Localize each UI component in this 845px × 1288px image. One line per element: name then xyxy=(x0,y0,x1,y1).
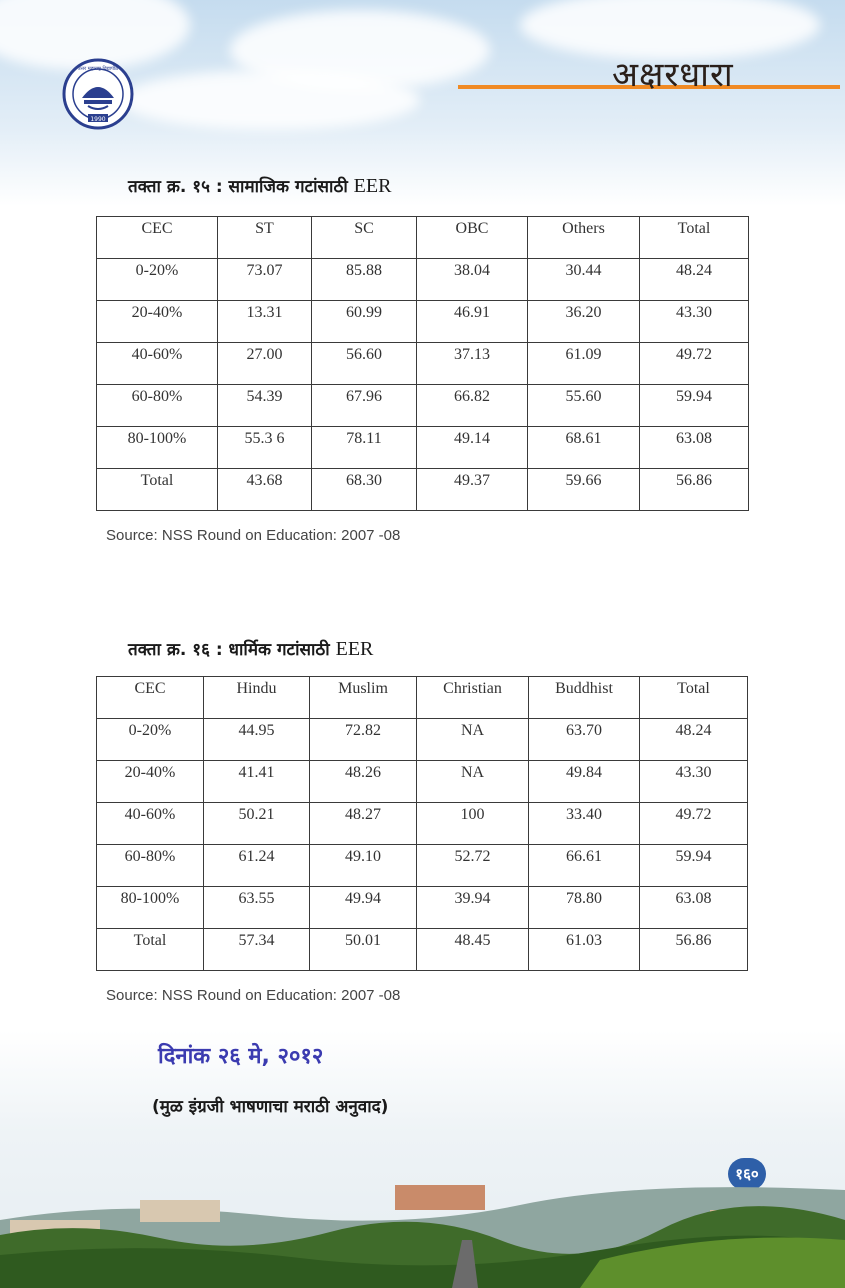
table-cell: 0-20% xyxy=(97,259,218,301)
table-row xyxy=(97,845,748,887)
table-cell: 61.24 xyxy=(204,845,310,887)
table-cell: 78.11 xyxy=(312,427,417,469)
table-row xyxy=(97,259,749,301)
table-cell: 13.31 xyxy=(218,301,312,343)
table-cell: NA xyxy=(417,761,529,803)
table-header-cell: OBC xyxy=(417,217,528,259)
brand-title: अक्षरधारा xyxy=(612,55,734,95)
table-header-cell: Christian xyxy=(417,677,529,719)
table-cell: 80-100% xyxy=(97,887,204,929)
table15-caption xyxy=(128,174,391,198)
table-cell: 55.60 xyxy=(528,385,640,427)
university-logo-icon xyxy=(62,58,134,130)
table-row xyxy=(97,761,748,803)
table-cell: 55.3 6 xyxy=(218,427,312,469)
table-cell: 60.99 xyxy=(312,301,417,343)
table-row xyxy=(97,385,749,427)
table-cell: 54.39 xyxy=(218,385,312,427)
table-cell: Total xyxy=(97,929,204,971)
table-cell: 63.70 xyxy=(529,719,640,761)
table-header-cell: Muslim xyxy=(310,677,417,719)
cloud-decoration xyxy=(120,70,420,130)
table-cell: 52.72 xyxy=(417,845,529,887)
date-line: दिनांक २६ मे, २०१२ xyxy=(158,1044,324,1069)
table-cell: 30.44 xyxy=(528,259,640,301)
table-cell: 20-40% xyxy=(97,301,218,343)
table-cell: 49.72 xyxy=(640,343,749,385)
table-cell: 73.07 xyxy=(218,259,312,301)
table-cell: 100 xyxy=(417,803,529,845)
table-header-row xyxy=(97,677,748,719)
table-row xyxy=(97,719,748,761)
table-cell: 59.66 xyxy=(528,469,640,511)
table-cell: 56.60 xyxy=(312,343,417,385)
table-cell: 49.94 xyxy=(310,887,417,929)
table-header-cell: Hindu xyxy=(204,677,310,719)
table-cell: 49.72 xyxy=(640,803,748,845)
table-row xyxy=(97,343,749,385)
table-cell: 37.13 xyxy=(417,343,528,385)
table-cell: 85.88 xyxy=(312,259,417,301)
translation-note: (मुळ इंग्रजी भाषणाचा मराठी अनुवाद) xyxy=(152,1097,389,1117)
table-cell: 61.09 xyxy=(528,343,640,385)
table-cell: 68.61 xyxy=(528,427,640,469)
table16-caption xyxy=(128,637,373,661)
table-cell: 0-20% xyxy=(97,719,204,761)
table-cell: 43.30 xyxy=(640,761,748,803)
table-cell: 48.26 xyxy=(310,761,417,803)
campus-landscape-image xyxy=(0,1160,845,1288)
table-cell: 36.20 xyxy=(528,301,640,343)
table-cell: 49.14 xyxy=(417,427,528,469)
table-cell: 48.45 xyxy=(417,929,529,971)
table-cell: 68.30 xyxy=(312,469,417,511)
table-cell: 72.82 xyxy=(310,719,417,761)
table-cell: 41.41 xyxy=(204,761,310,803)
table-cell: 49.10 xyxy=(310,845,417,887)
table16-caption-suffix: EER xyxy=(335,638,374,660)
table-cell: 80-100% xyxy=(97,427,218,469)
table-cell: 63.08 xyxy=(640,427,749,469)
table-cell: 59.94 xyxy=(640,845,748,887)
table-cell: 63.08 xyxy=(640,887,748,929)
page-number-badge: १६० xyxy=(728,1158,766,1190)
table-cell: 40-60% xyxy=(97,803,204,845)
table-religious-groups xyxy=(96,676,748,971)
table-cell: 33.40 xyxy=(529,803,640,845)
table-header-row xyxy=(97,217,749,259)
table-cell: 49.37 xyxy=(417,469,528,511)
table-cell: 63.55 xyxy=(204,887,310,929)
table-cell: 60-80% xyxy=(97,385,218,427)
table-cell: 27.00 xyxy=(218,343,312,385)
table-cell: 78.80 xyxy=(529,887,640,929)
table-cell: 38.04 xyxy=(417,259,528,301)
table-header-cell: Others xyxy=(528,217,640,259)
table-cell: 48.27 xyxy=(310,803,417,845)
table-cell: 57.34 xyxy=(204,929,310,971)
table-row xyxy=(97,301,749,343)
table-cell: 61.03 xyxy=(529,929,640,971)
table-row xyxy=(97,887,748,929)
logo-year: 1990 xyxy=(90,116,106,123)
table-cell: 20-40% xyxy=(97,761,204,803)
table-row xyxy=(97,929,748,971)
table-header-cell: ST xyxy=(218,217,312,259)
table-row xyxy=(97,427,749,469)
table15-source: Source: NSS Round on Education: 2007 -08 xyxy=(106,527,401,544)
table-cell: 39.94 xyxy=(417,887,529,929)
table-row xyxy=(97,803,748,845)
table-cell: 66.61 xyxy=(529,845,640,887)
table-header-cell: CEC xyxy=(97,217,218,259)
table-cell: 43.68 xyxy=(218,469,312,511)
table-cell: Total xyxy=(97,469,218,511)
table-cell: 50.01 xyxy=(310,929,417,971)
table15-caption-marathi: तक्ता क्र. १५ : सामाजिक गटांसाठी xyxy=(128,177,348,197)
logo-text: उत्तर महाराष्ट्र विद्यापीठ xyxy=(77,66,119,72)
table-header-cell: CEC xyxy=(97,677,204,719)
table-header-cell: Total xyxy=(640,677,748,719)
table-row xyxy=(97,469,749,511)
table-cell: 44.95 xyxy=(204,719,310,761)
table16-caption-marathi: तक्ता क्र. १६ : धार्मिक गटांसाठी xyxy=(128,640,330,660)
table-cell: NA xyxy=(417,719,529,761)
table-cell: 49.84 xyxy=(529,761,640,803)
table-cell: 50.21 xyxy=(204,803,310,845)
table-cell: 56.86 xyxy=(640,469,749,511)
table-cell: 43.30 xyxy=(640,301,749,343)
table-cell: 60-80% xyxy=(97,845,204,887)
table-header-cell: Total xyxy=(640,217,749,259)
table-social-groups xyxy=(96,216,749,511)
table-header-cell: Buddhist xyxy=(529,677,640,719)
table-cell: 59.94 xyxy=(640,385,749,427)
table15-caption-suffix: EER xyxy=(353,175,392,197)
table-cell: 48.24 xyxy=(640,719,748,761)
table-cell: 56.86 xyxy=(640,929,748,971)
table-cell: 46.91 xyxy=(417,301,528,343)
table16-source: Source: NSS Round on Education: 2007 -08 xyxy=(106,987,401,1004)
table-header-cell: SC xyxy=(312,217,417,259)
table-cell: 48.24 xyxy=(640,259,749,301)
table-cell: 40-60% xyxy=(97,343,218,385)
table-cell: 67.96 xyxy=(312,385,417,427)
table-cell: 66.82 xyxy=(417,385,528,427)
